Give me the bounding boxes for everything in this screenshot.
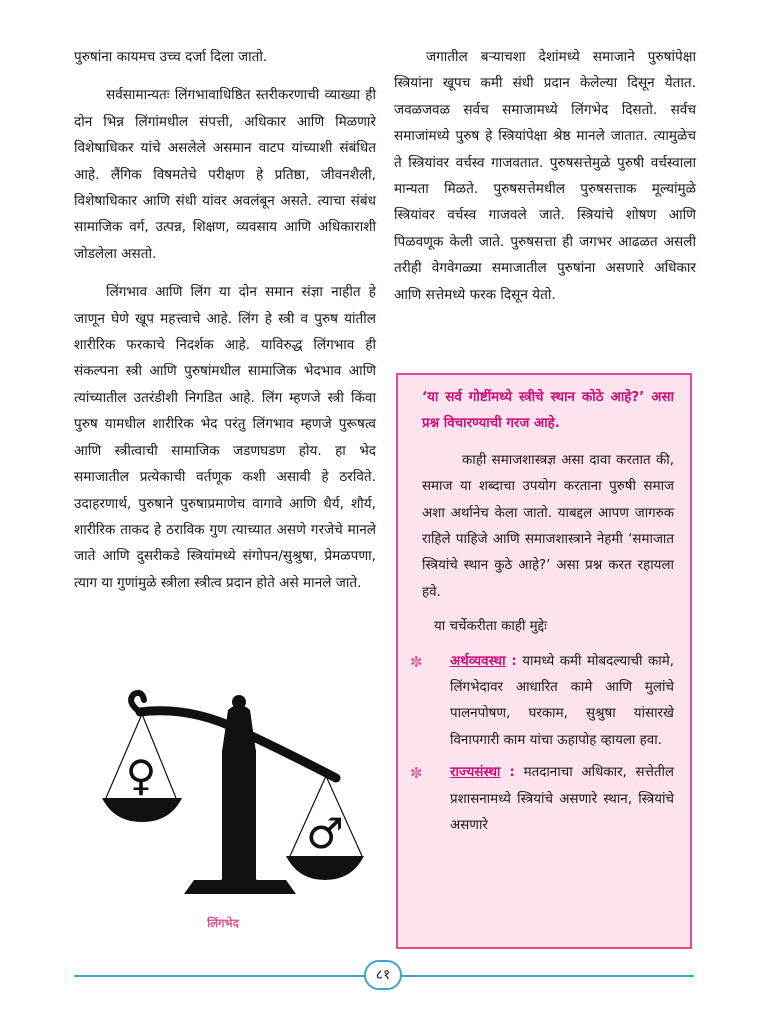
left-scale-pan-icon <box>102 798 182 822</box>
point-colon: : <box>500 765 515 781</box>
left-paragraph-1: पुरुषांना कायमच उच्च दर्जा दिला जातो. <box>74 49 268 65</box>
left-paragraph-3: लिंगभाव आणि लिंग या दोन समान संज्ञा नाहीत हे जाणून घेणे खूप महत्त्वाचे आहे. लिंग हे स्त्री व पुरुष यांतील शारीरिक फरकाचे निदर्शक आहे. याविरुद्ध लिंगभाव ही संकल्पना स्त्री आणि पुरुषांमधील सामाजिक भेदभाव आणि त्यांच्यातील उतरंडीशी निगडित आहे. लिंग म्हणजे स्त्री किंवा पुरुष यामधील शारीरिक भेद परंतु लिंगभाव म्हणजे पुरूषत्व आणि स्त्रीत्वाची सामाजिक जडणघडण होय. हा भेद समाजातील प्रत्येकाची वर्तणूक कशी असावी हे ठरविते. उदाहरणार्थ, पुरुषाने पुरुषाप्रमाणेच वागावे आणि धैर्य, शौर्य, शारीरिक ताकद हे ठराविक गुण त्याच्यात असणे गरजेचे मानले जाते आणि दुसरीकडे स्त्रियांमध्ये संगोपन/सुश्रुषा, प्रेमळपणा, त्याग या गुणांमुळे स्त्रीला स्त्रीत्व प्रदान होते असे मानले जाते. <box>74 284 376 591</box>
discussion-box <box>396 373 692 949</box>
scale-base-icon <box>184 880 296 894</box>
left-paragraph-2: सर्वसामान्यतः लिंगभावाधिष्ठित स्तरीकरणाची व्याख्या ही दोन भिन्न लिंगांमधील संपत्ती, अधिकार आणि मिळणारे विशेषाधिकर यांचे असलेले असमान वाटप यांच्याशी संबंधित आहे. लैंगिक विषमतेचे परीक्षण हे प्रतिष्ठा, जीवनशैली, विशेषाधिकार आणि संधी यांवर अवलंबून असते. त्याचा संबंध सामाजिक वर्ग, उत्पन्न, शिक्षण, व्यवसाय आणि अधिकाराशी जोडलेला असतो. <box>74 87 376 262</box>
box-question: ‘या सर्व गोष्टींमध्ये स्त्रीचे स्थान कोठे आहे?’ असा प्रश्न विचारण्याची गरज आहे. <box>422 390 674 432</box>
point-term: राज्यसंस्था <box>450 765 501 781</box>
point-text: यामध्ये कमी मोबदल्याची कामे, लिंगभेदावर आधारित कामे आणि मुलांचे पालनपोषण, घरकाम, सुश्रुषा यांसारखे विनापगारी काम यांचा ऊहापोह व्हायला हवा. <box>450 653 674 748</box>
gender-scale-illustration <box>100 680 364 910</box>
female-symbol-icon: ♀ <box>125 751 157 800</box>
left-column <box>74 44 376 596</box>
box-lead: या चर्चेकरीता काही मुद्देः <box>434 619 547 635</box>
page-number: ८१ <box>364 960 402 990</box>
box-point-economy <box>410 649 674 755</box>
star-bullet-icon: ✼ <box>410 652 423 671</box>
illustration-caption: लिंगभेद <box>207 916 239 930</box>
point-text: मतदानाचा अधिकार, सत्तेतील प्रशासनामध्ये स्त्रियांचे असणारे स्थान, स्त्रियांचे असणारे <box>450 765 674 834</box>
box-points-list <box>410 649 674 840</box>
right-paragraph-1: जगातील बऱ्याचशा देशांमध्ये समाजाने पुरुषांपेक्षा स्त्रियांना खूपच कमी संधी प्रदान केलेल्या दिसून येतात. जवळजवळ सर्वच समाजामध्ये लिंगभेद दिसतो. सर्वच समाजांमध्ये पुरुष हे स्त्रियांपेक्षा श्रेष्ठ मानले जातात. त्यामुळेच ते स्त्रियांवर वर्चस्व गाजवतात. पुरुषसत्तेमुळे पुरुषी वर्चस्वाला मान्यता मिळते. पुरुषसत्तेमधील पुरुषसत्ताक मूल्यांमुळे स्त्रियांवर वर्चस्व गाजवले जाते. स्त्रियांचे शोषण आणि पिळवणूक केली जाते. पुरुषसत्ता ही जगभर आढळत असली तरीही वेगवेगळ्या समाजातील पुरुषांना असणारे अधिकार आणि सत्तेमध्ये फरक दिसून येतो. <box>394 49 696 303</box>
star-bullet-icon: ✼ <box>410 764 423 783</box>
point-colon: : <box>505 653 517 669</box>
box-point-state <box>410 760 674 839</box>
scale-stand-icon <box>222 750 256 882</box>
right-column <box>394 44 696 308</box>
right-scale-pan-icon <box>286 856 364 880</box>
point-term: अर्थव्यवस्था <box>450 653 506 669</box>
male-symbol-icon: ♂ <box>306 809 344 858</box>
box-body: काही समाजशास्त्रज्ञ असा दावा करतात की, समाज या शब्दाचा उपयोग करताना पुरुषी समाज अशा अर्थानेच केला जातो. याबद्दल आपण जागरुक राहिले पाहिजे आणि समाजशास्त्राने नेहमी ‘समाजात स्त्रियांचे स्थान कुठे आहे?’ असा प्रश्न करत रहायला हवे. <box>422 452 674 600</box>
